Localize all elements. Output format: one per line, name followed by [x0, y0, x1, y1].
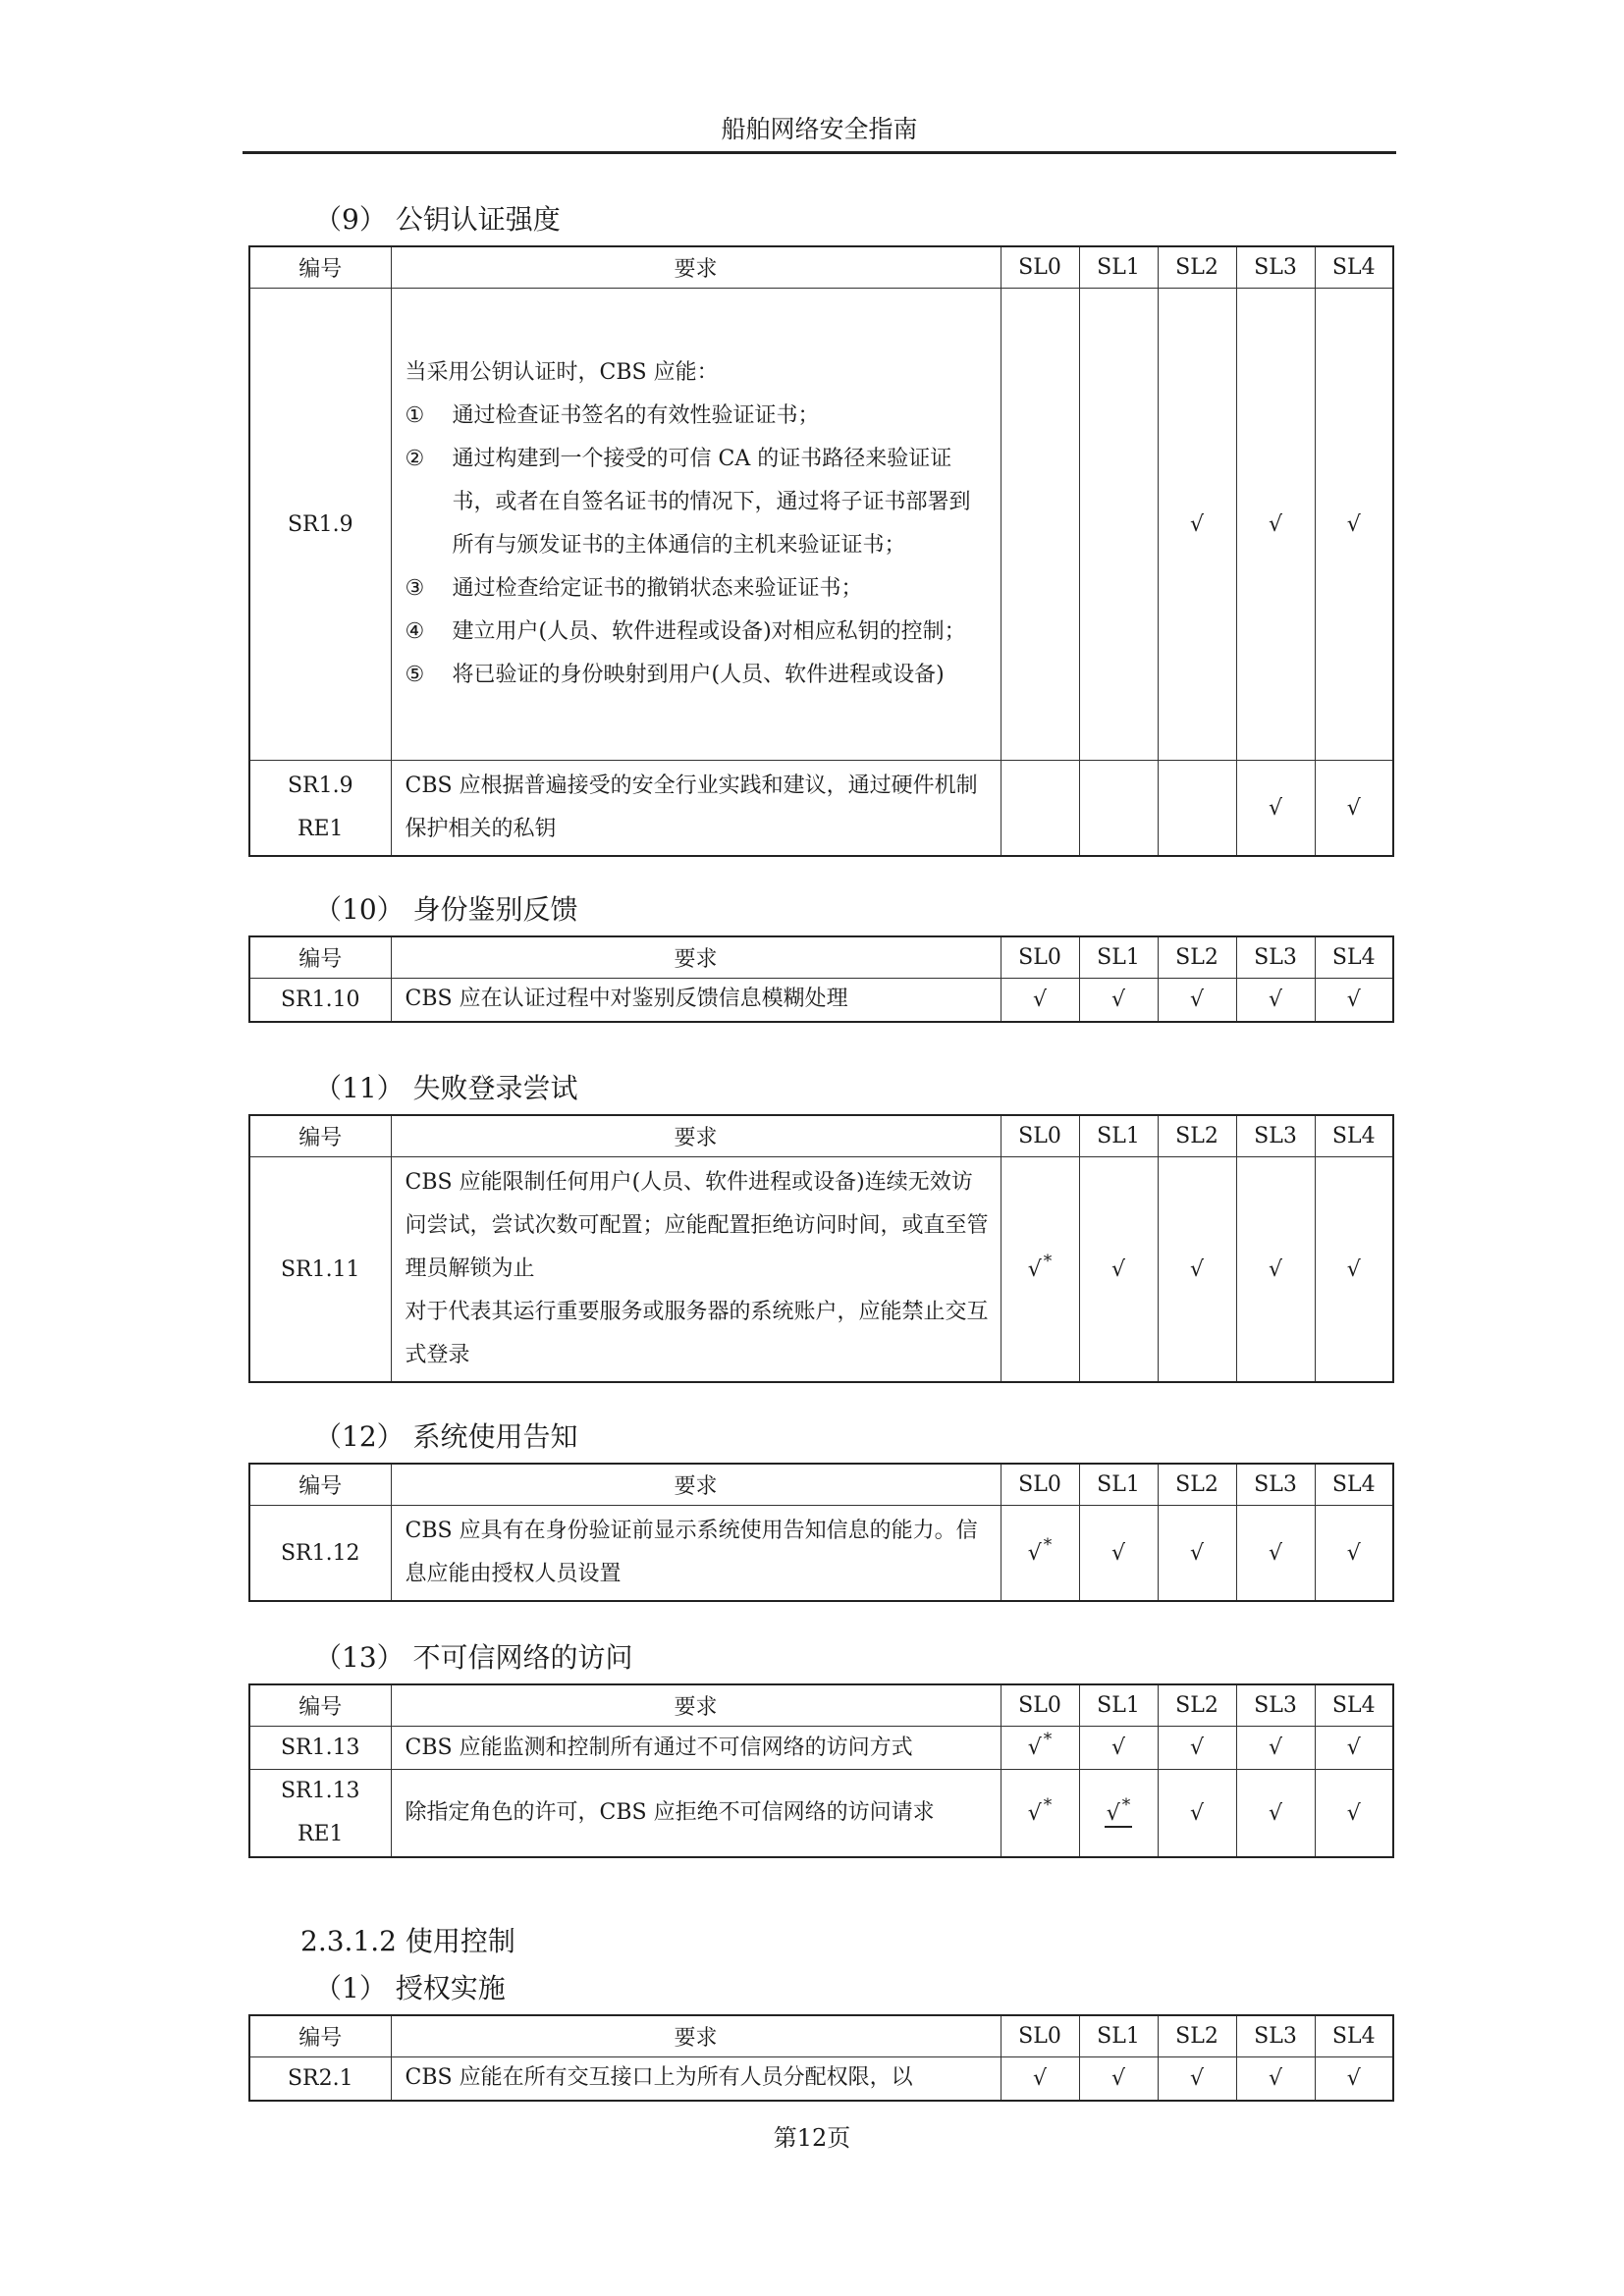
col-header-sl4: SL4: [1315, 2015, 1393, 2057]
sl3-cell: √: [1236, 979, 1315, 1022]
sl3-cell: √: [1236, 1506, 1315, 1602]
req-text: 除指定角色的许可，CBS 应拒绝不可信网络的访问请求: [391, 1770, 1001, 1858]
req-paragraph: CBS 应能限制任何用户(人员、软件进程或设备)连续无效访问尝试，尝试次数可配置；应能配置拒绝访问时间，或直至管理员解锁为止: [405, 1170, 989, 1281]
col-header-sl2: SL2: [1158, 1684, 1236, 1727]
table-header-row: [249, 2015, 1393, 2057]
note-star: *: [1043, 1794, 1053, 1815]
sl0-cell: [1001, 1157, 1079, 1383]
req-id-line: SR1.9: [287, 774, 353, 798]
col-header-sl4: SL4: [1315, 1115, 1393, 1157]
sl4-cell: √: [1315, 1506, 1393, 1602]
req-id: [249, 1770, 391, 1858]
sl4-cell: √: [1315, 289, 1393, 761]
req-text: [391, 1157, 1001, 1383]
sl1-cell: √: [1079, 1506, 1158, 1602]
item-marker: ④: [405, 619, 425, 644]
table-sr1-12: [248, 1463, 1394, 1602]
table-header-row: [249, 1684, 1393, 1727]
check-mark: √: [1027, 1735, 1042, 1760]
col-header-id: 编号: [249, 246, 391, 289]
col-header-req: 要求: [391, 1684, 1001, 1727]
col-header-sl1: SL1: [1079, 246, 1158, 289]
sl1-cell: [1079, 1770, 1158, 1858]
table-header-row: [249, 246, 1393, 289]
sl2-cell: √: [1158, 1157, 1236, 1383]
col-header-sl1: SL1: [1079, 936, 1158, 979]
check-mark-underlined: [1105, 1794, 1133, 1828]
col-header-sl1: SL1: [1079, 1464, 1158, 1506]
col-header-id: 编号: [249, 936, 391, 979]
section-heading-11: （11） 失败登录尝试: [314, 1072, 578, 1104]
item-marker: ③: [405, 576, 425, 601]
col-header-sl2: SL2: [1158, 2015, 1236, 2057]
list-item: [406, 654, 989, 697]
col-header-sl0: SL0: [1001, 1684, 1079, 1727]
list-item: [406, 611, 989, 654]
check-mark: √: [1027, 1800, 1042, 1826]
note-star: *: [1043, 1730, 1053, 1749]
col-header-sl3: SL3: [1236, 2015, 1315, 2057]
section-heading-12: （12） 系统使用告知: [314, 1420, 578, 1453]
col-header-id: 编号: [249, 2015, 391, 2057]
req-id-line: RE1: [297, 817, 344, 841]
req-id: SR1.13: [249, 1727, 391, 1770]
section-heading-10: （10） 身份鉴别反馈: [314, 893, 578, 926]
list-item: [406, 438, 989, 567]
table-sr1-10: [248, 935, 1394, 1023]
col-header-sl2: SL2: [1158, 936, 1236, 979]
col-header-id: 编号: [249, 1115, 391, 1157]
col-header-sl4: SL4: [1315, 1464, 1393, 1506]
col-header-req: 要求: [391, 1464, 1001, 1506]
sl4-cell: √: [1315, 979, 1393, 1022]
note-star: *: [1121, 1794, 1131, 1815]
sl0-cell: [1001, 1506, 1079, 1602]
req-id: SR2.1: [249, 2057, 391, 2101]
col-header-sl0: SL0: [1001, 1115, 1079, 1157]
item-marker: ①: [405, 403, 425, 428]
col-header-sl3: SL3: [1236, 1464, 1315, 1506]
col-header-req: 要求: [391, 1115, 1001, 1157]
col-header-sl1: SL1: [1079, 1684, 1158, 1727]
sl1-cell: [1079, 761, 1158, 857]
col-header-sl3: SL3: [1236, 246, 1315, 289]
sl4-cell: √: [1315, 761, 1393, 857]
req-id: SR1.12: [249, 1506, 391, 1602]
table-row: [249, 979, 1393, 1022]
item-text: 建立用户(人员、软件进程或设备)对相应私钥的控制；: [452, 619, 966, 644]
subsection-heading: 2.3.1.2 使用控制: [300, 1925, 515, 1957]
note-star: *: [1043, 1534, 1053, 1555]
sl2-cell: √: [1158, 2057, 1236, 2101]
col-header-sl0: SL0: [1001, 936, 1079, 979]
sl0-cell: √: [1001, 979, 1079, 1022]
col-header-sl4: SL4: [1315, 1684, 1393, 1727]
req-text: [391, 289, 1001, 761]
page-number: 第12页: [773, 2124, 851, 2152]
req-id: [249, 761, 391, 857]
sl2-cell: √: [1158, 1727, 1236, 1770]
col-header-sl3: SL3: [1236, 936, 1315, 979]
note-star: *: [1043, 1251, 1053, 1271]
table-sr1-9: [248, 245, 1394, 857]
section-heading-9: （9） 公钥认证强度: [314, 203, 561, 236]
check-mark: √: [1027, 1256, 1042, 1282]
sl2-cell: √: [1158, 1770, 1236, 1858]
req-text: CBS 应能在所有交互接口上为所有人员分配权限，以: [391, 2057, 1001, 2101]
sl2-cell: √: [1158, 1506, 1236, 1602]
sl0-cell: [1001, 1770, 1079, 1858]
table-row: [249, 1727, 1393, 1770]
item-text: 通过构建到一个接受的可信 CA 的证书路径来验证证书，或者在自签名证书的情况下，通过将子证书部署到所有与颁发证书的主体通信的主机来验证证书；: [452, 447, 971, 558]
item-text: 将已验证的身份映射到用户(人员、软件进程或设备): [452, 663, 945, 687]
req-text: CBS 应在认证过程中对鉴别反馈信息模糊处理: [391, 979, 1001, 1022]
list-item: [406, 395, 989, 438]
table-header-row: [249, 936, 1393, 979]
sl3-cell: √: [1236, 2057, 1315, 2101]
req-text: CBS 应具有在身份验证前显示系统使用告知信息的能力。信息应能由授权人员设置: [391, 1506, 1001, 1602]
table-header-row: [249, 1115, 1393, 1157]
sl1-cell: √: [1079, 2057, 1158, 2101]
sl4-cell: √: [1315, 2057, 1393, 2101]
req-text: CBS 应能监测和控制所有通过不可信网络的访问方式: [391, 1727, 1001, 1770]
col-header-sl2: SL2: [1158, 1464, 1236, 1506]
item-text: 通过检查给定证书的撤销状态来验证证书；: [452, 576, 863, 601]
col-header-sl0: SL0: [1001, 2015, 1079, 2057]
col-header-sl4: SL4: [1315, 936, 1393, 979]
col-header-sl2: SL2: [1158, 1115, 1236, 1157]
sl1-cell: √: [1079, 1727, 1158, 1770]
sl2-cell: √: [1158, 289, 1236, 761]
sl4-cell: √: [1315, 1157, 1393, 1383]
item-marker: ②: [405, 447, 425, 471]
req-id-line: RE1: [297, 1822, 344, 1846]
table-sr2-1: [248, 2014, 1394, 2102]
list-item: [406, 567, 989, 611]
sl0-cell: [1001, 289, 1079, 761]
item-text: 通过检查证书签名的有效性验证证书；: [452, 403, 820, 428]
req-id: SR1.10: [249, 979, 391, 1022]
col-header-req: 要求: [391, 246, 1001, 289]
sl3-cell: √: [1236, 1770, 1315, 1858]
sl2-cell: √: [1158, 979, 1236, 1022]
sl3-cell: √: [1236, 761, 1315, 857]
col-header-sl0: SL0: [1001, 246, 1079, 289]
sl1-cell: [1079, 289, 1158, 761]
col-header-sl3: SL3: [1236, 1115, 1315, 1157]
sl3-cell: √: [1236, 1157, 1315, 1383]
check-mark: √: [1027, 1540, 1042, 1566]
sl1-cell: √: [1079, 1157, 1158, 1383]
item-marker: ⑤: [405, 663, 425, 687]
table-row: [249, 1506, 1393, 1602]
sl0-cell: [1001, 761, 1079, 857]
running-header: 船舶网络安全指南: [243, 110, 1396, 154]
table-row: [249, 2057, 1393, 2101]
col-header-sl4: SL4: [1315, 246, 1393, 289]
col-header-sl3: SL3: [1236, 1684, 1315, 1727]
sl0-cell: √: [1001, 2057, 1079, 2101]
table-sr1-13: [248, 1683, 1394, 1858]
req-text: CBS 应根据普遍接受的安全行业实践和建议，通过硬件机制保护相关的私钥: [391, 761, 1001, 857]
col-header-req: 要求: [391, 2015, 1001, 2057]
req-id: SR1.9: [249, 289, 391, 761]
req-paragraph: 对于代表其运行重要服务或服务器的系统账户，应能禁止交互式登录: [405, 1300, 989, 1367]
col-header-id: 编号: [249, 1684, 391, 1727]
table-row: [249, 289, 1393, 761]
col-header-id: 编号: [249, 1464, 391, 1506]
table-sr1-11: [248, 1114, 1394, 1383]
col-header-sl2: SL2: [1158, 246, 1236, 289]
req-intro: 当采用公钥认证时，CBS 应能：: [405, 360, 719, 385]
req-id: SR1.11: [249, 1157, 391, 1383]
section-heading-2-1: （1） 授权实施: [314, 1972, 506, 2004]
sl4-cell: √: [1315, 1727, 1393, 1770]
table-row: [249, 1770, 1393, 1858]
table-row: [249, 761, 1393, 857]
section-heading-13: （13） 不可信网络的访问: [314, 1641, 633, 1674]
col-header-sl0: SL0: [1001, 1464, 1079, 1506]
col-header-sl1: SL1: [1079, 1115, 1158, 1157]
sl0-cell: [1001, 1727, 1079, 1770]
table-row: [249, 1157, 1393, 1383]
req-id-line: SR1.13: [280, 1779, 360, 1803]
col-header-req: 要求: [391, 936, 1001, 979]
check-mark: √: [1106, 1800, 1120, 1826]
sl4-cell: √: [1315, 1770, 1393, 1858]
sl2-cell: [1158, 761, 1236, 857]
sl1-cell: √: [1079, 979, 1158, 1022]
col-header-sl1: SL1: [1079, 2015, 1158, 2057]
sl3-cell: √: [1236, 1727, 1315, 1770]
sl3-cell: √: [1236, 289, 1315, 761]
table-header-row: [249, 1464, 1393, 1506]
